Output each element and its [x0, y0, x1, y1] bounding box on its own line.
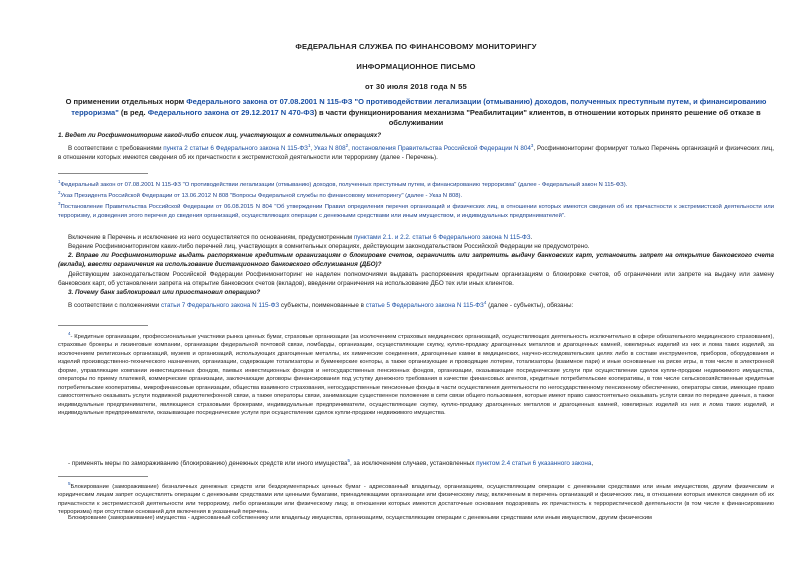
- letter-title: О применении отдельных норм Федерального закона от 07.08.2001 N 115-ФЗ "О противодействии легализации (отмыванию) доходов, полученных преступным путем, и финансированию терроризма" (в ред. Федерального закона от 29.12.2017 N 470-ФЗ) в части функционирования механизма "Реабилитации" клиентов, в отношении которых принято решение об отказе в обслуживании: [65, 97, 767, 127]
- paragraph-5: В соответствии с положениями статьи 7 Федерального закона N 115-ФЗ субъекты, поименованные в статье 5 Федерального закона N 115-ФЗ$^4$ (далее - субъекты), обязаны:: [68, 300, 574, 310]
- p5-article7-link[interactable]: статьи 7 Федерального закона N 115-ФЗ: [161, 302, 280, 310]
- question-3: 3. Почему банк заблокировал или приостановил операцию?: [68, 289, 261, 296]
- footnote-divider-1: [58, 173, 148, 174]
- amending-law-link[interactable]: Федерального закона от 29.12.2017 N 470-ФЗ: [147, 107, 315, 117]
- paragraph-1: В соответствии с требованиями пункта 2 статьи 6 Федерального закона N 115-ФЗ$^1$, Указ N 808$^2$, постановления Правительства Российской Федерации N 804$^3$, Росфинмониторинг формирует только Перечень организаций и физических лиц, в отношении которых имеются сведения об их причастности к экстремистской деятельности или терроризму (далее - Перечень).: [58, 143, 775, 161]
- document-type: ИНФОРМАЦИОННОЕ ПИСЬМО: [356, 62, 476, 71]
- p5-article5-link[interactable]: статье 5 Федерального закона N 115-ФЗ: [365, 302, 484, 310]
- footnote-2[interactable]: $^2$Указ Президента Российской Федерации от 13.06.2012 N 808 "Вопросы Федеральной службы по финансовому мониторингу" (далее - Указ N 808).: [58, 190, 463, 199]
- p2-law-link[interactable]: пунктами 2.1. и 2.2. статьи 6 Федерального закона N 115-ФЗ: [353, 234, 531, 241]
- document-page: [58, 0, 774, 571]
- p6-law-link[interactable]: пунктом 2.4 статьи 6 указанного закона: [476, 460, 592, 468]
- footnote-divider-3: [58, 476, 148, 477]
- footnote-divider-2: [58, 325, 148, 326]
- p1-resolution-link[interactable]: , постановления Правительства Российской Федерации N 804: [348, 145, 531, 153]
- footnote-3[interactable]: $^3$Постановление Правительства Российской Федерации от 06.08.2015 N 804 "Об утверждении Правил определения перечня организаций и физических лиц, в отношении которых имеются сведения об их причастности к экстремистской деятельности или терроризму, и доведения этого перечня до сведения организаций, осуществляющих операции с денежными средствами или иным имуществом, и индивидуальных предпринимателей".: [58, 201, 774, 219]
- p1-law-link[interactable]: пункта 2 статьи 6 Федерального закона N 115-ФЗ: [163, 145, 308, 153]
- footnote-1[interactable]: $^1$Федеральный закон от 07.08.2001 N 115-ФЗ "О противодействии легализации (отмыванию) доходов, полученных преступным путем, и финансированию терроризма" (далее - Федеральный закон N 115-ФЗ).: [58, 179, 628, 188]
- paragraph-2: Включение в Перечень и исключение из него осуществляется по основаниям, предусмотренным пунктами 2.1. и 2.2. статьи 6 Федерального закона N 115-ФЗ.: [68, 234, 533, 241]
- question-1: 1. Ведет ли Росфинмониторинг какой-либо список лиц, участвующих в сомнительных операциях?: [58, 132, 382, 139]
- p1-decree-link[interactable]: , Указ N 808: [310, 145, 346, 153]
- paragraph-3: Ведение Росфинмониторингом каких-либо перечней лиц, участвующих в сомнительных операциях, действующим законодательством Российской Федерации не предусмотрено.: [68, 243, 590, 250]
- paragraph-4: Действующим законодательством Российской Федерации Росфинмониторинг не наделен полномочиями выдавать распоряжения кредитным организациям о блокировке счетов, об ограничении или запрете на выдачу или замену банковских карт, об установлении запрета на открытие банковских счетов (вкладов), введении ограничения на использование ДБО тех или иных клиентов.: [58, 271, 774, 287]
- footnote-5: $^5$Блокирование (замораживание) безналичных денежных средств или бездокументарных ценных бумаг - адресованный владельцу, организациям, осуществляющим операции с денежными средствами или иным имуществом, другим физическим и юридическим лицам запрет осуществлять операции с денежными средствами или ценными бумагами, принадлежащими организации или физическому лицу, включенным в перечень организаций и физических лиц, в отношении которых имеются сведения об их причастности к экстремистской деятельности или терроризму, либо организации или физическому лицу, в отношении которых имеются достаточные основания подозревать их причастность к террористической деятельности (в том числе к финансированию терроризма) при отсутствии оснований для включения в указанный перечень.: [58, 481, 774, 516]
- agency-name: ФЕДЕРАЛЬНАЯ СЛУЖБА ПО ФИНАНСОВОМУ МОНИТОРИНГУ: [295, 42, 537, 51]
- paragraph-6: - применять меры по замораживанию (блокированию) денежных средств или иного имущества$^5$, за исключением случаев, установленных пунктом 2.4 статьи 6 указанного закона,: [68, 458, 594, 468]
- law-link[interactable]: Федерального закона от 07.08.2001 N 115-ФЗ "О противодействии легализации (отмыванию) доходов, полученных преступным путем, и финансированию терроризма": [71, 97, 767, 117]
- footnote-6: Блокирование (замораживание) имущества - адресованный собственнику или владельцу имущества, организациям, осуществляющим операции с денежными средствами или иным имуществом, другим физическим: [68, 515, 652, 521]
- document-date-number: от 30 июля 2018 года N 55: [365, 82, 467, 91]
- footnote-4: $^4$- Кредитные организации, профессиональные участники рынка ценных бумаг, страховые организации (за исключением страховых медицинских организаций, осуществляющих деятельность исключительно в сфере обязательного медицинского страхования), страховые брокеры и лизинговые компании, организации федеральной почтовой связи, ломбарды, организации, осуществляющие скупку, куплю-продажу драгоценных металлов и драгоценных камней, ювелирных изделий из них и лома таких изделий, за исключением религиозных организаций, музеев и организаций, использующих драгоценные металлы, их химические соединения, драгоценные камни в медицинских, научно-исследовательских целях либо в составе инструментов, приборов, оборудования и изделий производственно-технического назначения, организации, содержащие тотализаторы и букмекерские конторы, а также организующие и проводящие лотереи, тотализаторы (взаимное пари) и иные основанные на риске игры, в том числе в электронной форме, управляющие компании инвестиционных фондов, паевых инвестиционных фондов и негосударственных пенсионных фондов, организации, оказывающие посреднические услуги при осуществлении сделок купли-продажи недвижимого имущества, операторы по приему платежей, коммерческие организации, заключающие договоры финансирования под уступку денежного требования в качестве финансовых агентов, кредитные потребительские кооперативы, в том числе сельскохозяйственные кредитные потребительские кооперативы, микрофинансовые организации, общества взаимного страхования, негосударственные пенсионные фонды в части осуществления деятельности по негосударственному пенсионному обеспечению, операторы связи, имеющие право самостоятельно оказывать услуги подвижной радиотелефонной связи, а также операторы связи, занимающие существенное положение в сети связи общего пользования, которые имеют право самостоятельно оказывать услуги связи по передаче данных, а также индивидуальные предприниматели, являющиеся страховыми брокерами, индивидуальные предприниматели, осуществляющие скупку, куплю-продажу драгоценных металлов и драгоценных камней, ювелирных изделий из них и лома таких изделий, и индивидуальные предприниматели, оказывающие посреднические услуги при осуществлении сделок купли-продажи недвижимого имущества.: [58, 331, 774, 416]
- question-2: 2. Вправе ли Росфинмониторинг выдать распоряжение кредитным организациям о блокировке счетов, ограничить или запретить выдачу банковских карт, установить запрет на открытие банковского счета (вклада), ввести ограничения на использование дистанционного банковского обслуживания (ДБО)?: [58, 252, 774, 268]
